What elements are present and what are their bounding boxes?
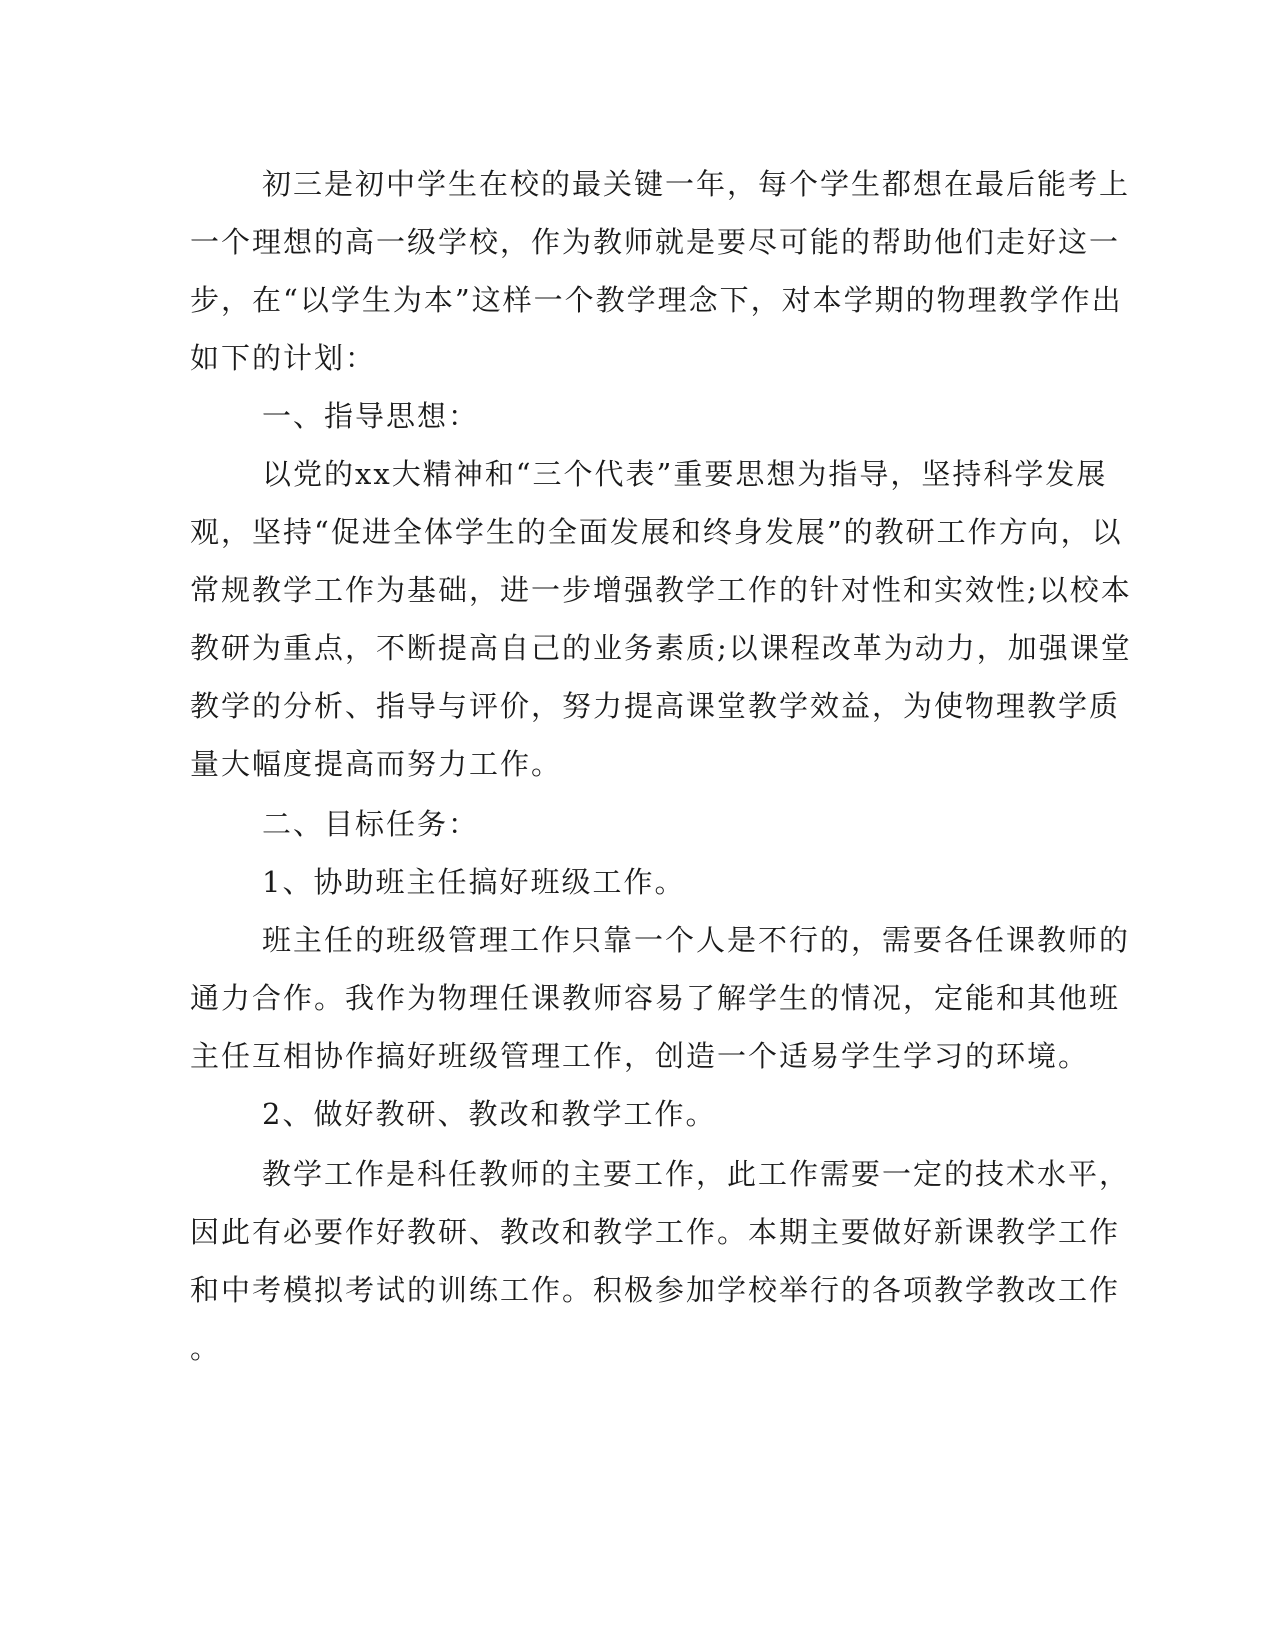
paragraph-item2-line-1: 教学工作是科任教师的主要工作，此工作需要一定的技术水平，: [262, 1157, 1131, 1191]
paragraph-intro-line-1: 初三是初中学生在校的最关键一年，每个学生都想在最后能考上: [262, 167, 1131, 201]
paragraph-item1-line-2: 通力合作。我作为物理任课教师容易了解学生的情况，定能和其他班: [190, 981, 1121, 1015]
paragraph-intro-line-3: 步，在“以学生为本”这样一个教学理念下，对本学期的物理教学作出: [190, 283, 1123, 317]
paragraph-item2-line-4: 。: [190, 1331, 222, 1365]
paragraph-intro-line-2: 一个理想的高一级学校，作为教师就是要尽可能的帮助他们走好这一: [190, 225, 1121, 259]
item-heading-2: 2、做好教研、教改和教学工作。: [262, 1097, 717, 1131]
paragraph-guiding-line-6: 量大幅度提高而努力工作。: [190, 747, 563, 781]
paragraph-guiding-line-1: 以党的xx大精神和“三个代表”重要思想为指导，坚持科学发展: [262, 457, 1108, 491]
paragraph-guiding-line-4: 教研为重点，不断提高自己的业务素质;以课程改革为动力，加强课堂: [190, 631, 1132, 665]
paragraph-guiding-line-3: 常规教学工作为基础，进一步增强教学工作的针对性和实效性;以校本: [190, 573, 1132, 607]
paragraph-guiding-line-5: 教学的分析、指导与评价，努力提高课堂教学效益，为使物理教学质: [190, 689, 1121, 723]
paragraph-item2-line-2: 因此有必要作好教研、教改和教学工作。本期主要做好新课教学工作: [190, 1215, 1121, 1249]
paragraph-guiding-line-2: 观，坚持“促进全体学生的全面发展和终身发展”的教研工作方向，以: [190, 515, 1123, 549]
item-heading-1: 1、协助班主任搞好班级工作。: [262, 865, 686, 899]
paragraph-item1-line-3: 主任互相协作搞好班级管理工作，创造一个适易学生学习的环境。: [190, 1039, 1090, 1073]
paragraph-item2-line-3: 和中考模拟考试的训练工作。积极参加学校举行的各项教学教改工作: [190, 1273, 1121, 1307]
section-heading-guiding-thought: 一、指导思想：: [262, 399, 480, 433]
section-heading-goals: 二、目标任务：: [262, 807, 480, 841]
paragraph-intro-line-4: 如下的计划：: [190, 341, 377, 375]
paragraph-item1-line-1: 班主任的班级管理工作只靠一个人是不行的，需要各任课教师的: [262, 923, 1131, 957]
